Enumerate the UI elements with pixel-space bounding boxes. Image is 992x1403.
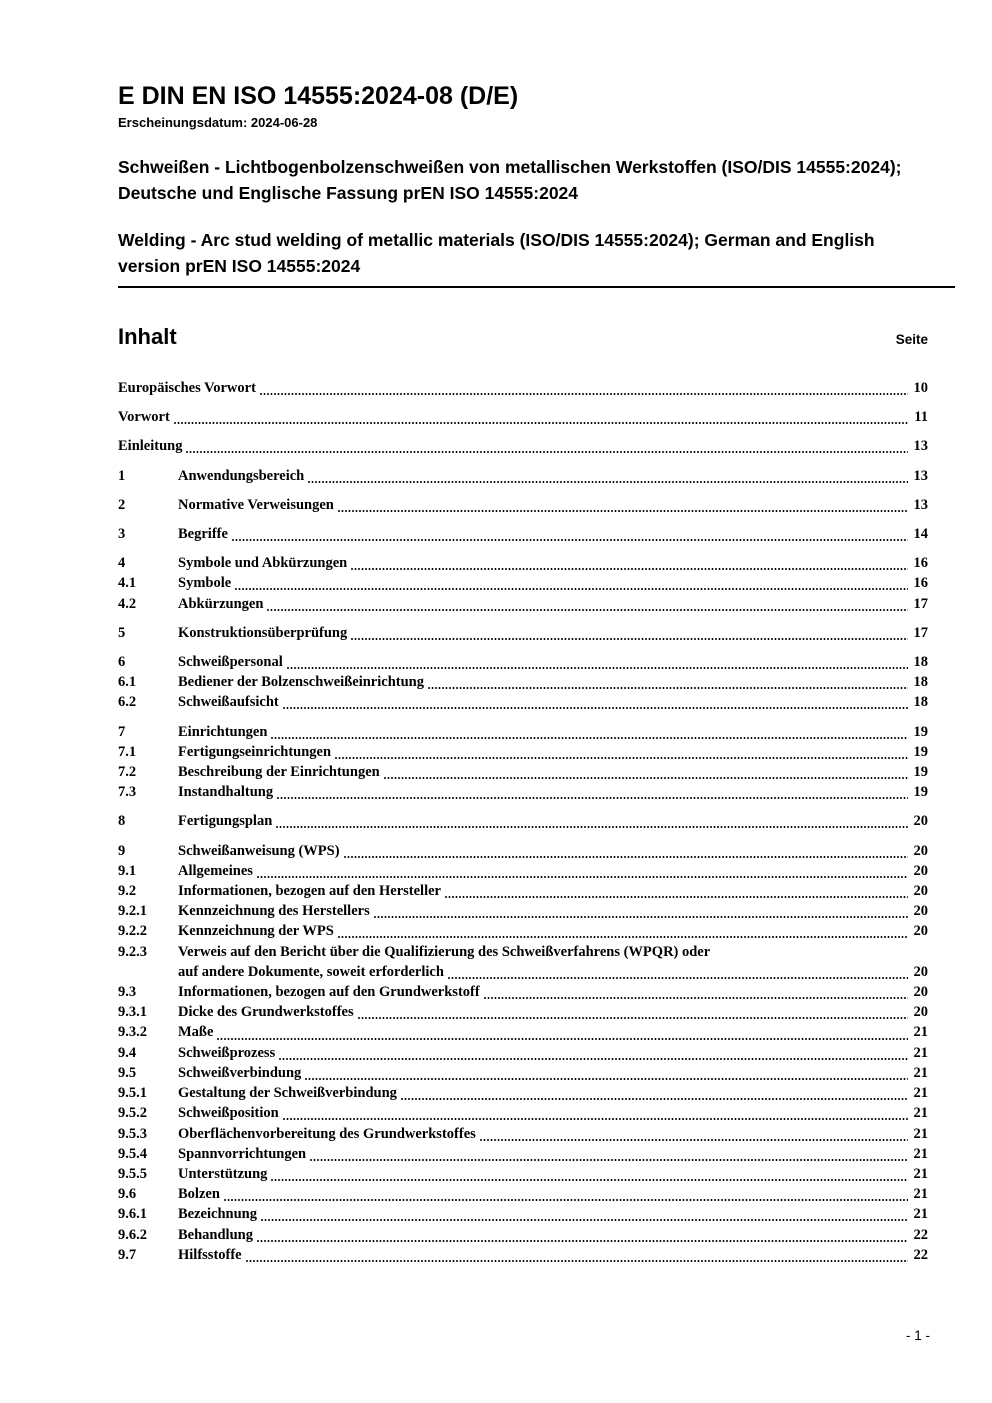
toc-entry-page: 22 [913, 1226, 928, 1243]
toc-entry-label: Einrichtungen [178, 723, 268, 740]
toc-entry-page: 20 [913, 984, 928, 1001]
toc-entry-number: 9.2.1 [118, 903, 147, 920]
toc-entry-number: 9.5.5 [118, 1165, 147, 1182]
toc-entry-number: 6.2 [118, 694, 137, 711]
toc-entry-indent-spacer [118, 962, 178, 982]
toc-entry-number: 4 [118, 555, 126, 572]
toc-entry-page: 21 [913, 1165, 928, 1182]
toc-entry-label: Oberflächenvorbereitung des Grundwerkstoffes [178, 1125, 476, 1142]
toc-entry [118, 652, 928, 672]
toc-entry [118, 407, 928, 427]
toc-entry-label: Informationen, bezogen auf den Grundwerkstoff [178, 984, 480, 1001]
toc-leader-dots [270, 1164, 910, 1184]
toc-entry [118, 692, 928, 712]
toc-leader-dots [231, 524, 910, 544]
toc-leader-dots [307, 466, 910, 486]
toc-entry-page: 20 [913, 842, 928, 859]
toc-entry-label: Kennzeichnung der WPS [178, 923, 334, 940]
toc-entry-page: 20 [913, 903, 928, 920]
toc-leader-dots [337, 921, 910, 941]
table-of-contents [118, 378, 928, 1265]
toc-entry-page: 11 [914, 409, 928, 426]
toc-leader-dots [350, 623, 910, 643]
toc-entry-number: 9.3.2 [118, 1024, 147, 1041]
toc-entry-number: 9.4 [118, 1044, 137, 1061]
toc-entry-label: Informationen, bezogen auf den Hersteller [178, 883, 441, 900]
toc-entry-number: 9.5.3 [118, 1125, 147, 1142]
toc-leader-dots [234, 573, 910, 593]
toc-entry-number: 7 [118, 723, 126, 740]
toc-entry-label: Schweißposition [178, 1105, 279, 1122]
toc-entry [118, 672, 928, 692]
toc-entry-number: 9.6.2 [118, 1226, 147, 1243]
toc-entry [118, 1103, 928, 1123]
toc-entry-page: 10 [913, 380, 928, 396]
toc-leader-dots [266, 594, 910, 614]
toc-entry [118, 466, 928, 486]
toc-entry-page: 18 [913, 654, 928, 671]
toc-entry-label: Beschreibung der Einrichtungen [178, 764, 380, 781]
toc-entry-number: 9.5 [118, 1064, 137, 1081]
toc-entry-label: Schweißverbindung [178, 1064, 302, 1081]
toc-entry-number: 9 [118, 842, 126, 859]
toc-entry-page: 17 [913, 624, 928, 641]
toc-entry-page: 14 [913, 526, 928, 543]
toc-entry-number: 7.1 [118, 743, 137, 760]
toc-entry [118, 1063, 928, 1083]
toc-entry-label: Fertigungsplan [178, 813, 273, 830]
toc-entry-number: 9.2 [118, 883, 137, 900]
toc-entry-number: 9.5.1 [118, 1085, 147, 1102]
document-title: E DIN EN ISO 14555:2024-08 (D/E) [118, 82, 519, 110]
toc-entry-page: 21 [913, 1044, 928, 1061]
toc-entry-page: 21 [913, 1064, 928, 1081]
toc-entry-continuation [118, 962, 928, 982]
toc-entry-number: 9.6.1 [118, 1206, 147, 1223]
toc-entry [118, 782, 928, 802]
toc-leader-dots [373, 901, 910, 921]
english-title: Welding - Arc stud welding of metallic materials (ISO/DIS 14555:2024); German and English version prEN ISO 14555:2024 [118, 230, 875, 276]
toc-entry-number: 1 [118, 467, 126, 484]
toc-entry-label: Dicke des Grundwerkstoffes [178, 1004, 354, 1021]
toc-leader-dots [343, 841, 910, 861]
toc-entry-label: Anwendungsbereich [178, 467, 305, 484]
toc-leader-dots [260, 1204, 910, 1224]
toc-leader-dots [304, 1063, 910, 1083]
toc-entry-number: 9.2.2 [118, 923, 147, 940]
toc-page-label: Seite [895, 332, 928, 347]
toc-entry-page: 17 [913, 595, 928, 612]
release-date: Erscheinungsdatum: 2024-06-28 [118, 115, 318, 130]
toc-entry [118, 921, 928, 941]
toc-header [118, 324, 928, 350]
toc-entry-number: 9.2.3 [118, 943, 147, 960]
german-title: Schweißen - Lichtbogenbolzenschweißen von metallischen Werkstoffen (ISO/DIS 14555:2024); Deutsche und Englische Fassung prEN ISO 14555:2024 [118, 157, 902, 203]
toc-entry-label: Vorwort [118, 409, 170, 426]
toc-entry [118, 861, 928, 881]
toc-entry-page: 13 [913, 496, 928, 513]
toc-entry-page: 20 [913, 923, 928, 940]
toc-leader-dots [383, 762, 910, 782]
toc-entry [118, 1204, 928, 1224]
toc-entry [118, 553, 928, 573]
toc-entry-label: Behandlung [178, 1226, 253, 1243]
toc-entry-number: 3 [118, 526, 126, 543]
toc-entry [118, 378, 928, 398]
toc-entry-label: Symbole [178, 575, 232, 592]
toc-entry-number: 4.1 [118, 575, 137, 592]
toc-entry-label: Bediener der Bolzenschweißeinrichtung [178, 674, 424, 691]
toc-entry-label: Abkürzungen [178, 595, 264, 612]
toc-entry-number: 7.2 [118, 764, 137, 781]
toc-leader-dots [479, 1124, 910, 1144]
toc-entry [118, 722, 928, 742]
toc-entry-label: Allgemeines [178, 862, 253, 879]
toc-entry-page: 21 [913, 1105, 928, 1122]
toc-entry [118, 1184, 928, 1204]
toc-entry-page: 21 [913, 1125, 928, 1142]
toc-leader-dots [309, 1144, 910, 1164]
toc-entry-number: 9.3 [118, 984, 137, 1001]
toc-entry-page: 18 [913, 694, 928, 711]
toc-entry-page: 20 [913, 963, 928, 980]
toc-entry [118, 1245, 928, 1265]
toc-entry [118, 1022, 928, 1042]
toc-leader-dots [278, 1043, 910, 1063]
toc-entry-label: Bolzen [178, 1186, 220, 1203]
toc-entry [118, 982, 928, 1002]
toc-entry-label: Normative Verweisungen [178, 496, 334, 513]
toc-entry-page: 20 [913, 862, 928, 879]
toc-entry-number: 6.1 [118, 674, 137, 691]
toc-entry-label: Unterstützung [178, 1165, 268, 1182]
toc-heading: Inhalt [118, 324, 177, 349]
toc-entry-page: 16 [913, 575, 928, 592]
toc-entry [118, 811, 928, 831]
toc-entry-label: Gestaltung der Schweißverbindung [178, 1085, 397, 1102]
toc-entry-page: 20 [913, 1004, 928, 1021]
toc-leader-dots [282, 1103, 910, 1123]
toc-entry-label: Europäisches Vorwort [118, 380, 256, 396]
toc-entry-label: Konstruktionsüberprüfung [178, 624, 348, 641]
toc-entry-number: 9.5.4 [118, 1145, 147, 1162]
toc-entry-number: 5 [118, 624, 126, 641]
toc-leader-dots [223, 1184, 910, 1204]
toc-entry-number: 9.7 [118, 1246, 137, 1263]
toc-leader-dots [173, 407, 910, 427]
toc-entry [118, 594, 928, 614]
toc-leader-dots [276, 782, 910, 802]
toc-leader-dots [245, 1245, 910, 1265]
toc-entry-number: 9.3.1 [118, 1004, 147, 1021]
toc-entry [118, 524, 928, 544]
toc-entry-number: 7.3 [118, 784, 137, 801]
toc-entry-page: 21 [913, 1145, 928, 1162]
toc-entry-number: 9.6 [118, 1186, 137, 1203]
toc-entry [118, 1002, 928, 1022]
toc-leader-dots [185, 436, 910, 456]
toc-entry-number: 8 [118, 813, 126, 830]
page-number: - 1 - [905, 1328, 930, 1343]
toc-entry [118, 1164, 928, 1184]
toc-entry-page: 13 [913, 467, 928, 484]
toc-entry-label: Maße [178, 1024, 214, 1041]
toc-entry-page: 19 [913, 764, 928, 781]
toc-leader-dots [282, 692, 910, 712]
toc-leader-dots [444, 881, 910, 901]
toc-leader-dots [256, 861, 910, 881]
toc-leader-dots [275, 811, 910, 831]
toc-entry [118, 762, 928, 782]
toc-entry-label: Instandhaltung [178, 784, 274, 801]
toc-entry-page: 19 [913, 723, 928, 740]
toc-leader-dots [270, 722, 910, 742]
toc-entry-label: auf andere Dokumente, soweit erforderlich [178, 963, 444, 980]
toc-leader-dots [259, 378, 910, 398]
toc-leader-dots [334, 742, 910, 762]
toc-entry [118, 742, 928, 762]
toc-entry-page: 20 [913, 813, 928, 830]
toc-entry [118, 942, 928, 962]
toc-entry [118, 1144, 928, 1164]
toc-entry-number: 9.1 [118, 862, 137, 879]
toc-leader-dots [286, 652, 910, 672]
toc-entry-page: 21 [913, 1085, 928, 1102]
toc-entry-page: 13 [913, 438, 928, 455]
toc-entry [118, 841, 928, 861]
toc-entry [118, 573, 928, 593]
toc-entry-number: 4.2 [118, 595, 137, 612]
toc-leader-dots [216, 1022, 910, 1042]
toc-entry-page: 16 [913, 555, 928, 572]
toc-entry-label: Schweißpersonal [178, 654, 283, 671]
toc-entry [118, 901, 928, 921]
toc-leader-dots [357, 1002, 910, 1022]
toc-entry-label: Kennzeichnung des Herstellers [178, 903, 370, 920]
toc-leader-dots [447, 962, 910, 982]
toc-entry-page: 18 [913, 674, 928, 691]
toc-entry-label: Verweis auf den Bericht über die Qualifizierung des Schweißverfahrens (WPQR) oder [178, 943, 711, 960]
toc-entry-label: Fertigungseinrichtungen [178, 743, 332, 760]
toc-leader-dots [350, 553, 910, 573]
toc-entry-label: Begriffe [178, 526, 228, 543]
toc-entry-number: 6 [118, 654, 126, 671]
toc-entry [118, 1043, 928, 1063]
toc-entry [118, 436, 928, 456]
toc-entry-label: Einleitung [118, 438, 183, 455]
toc-leader-dots [427, 672, 910, 692]
toc-entry-number: 9.5.2 [118, 1105, 147, 1122]
toc-entry-label: Spannvorrichtungen [178, 1145, 307, 1162]
toc-entry-number: 2 [118, 496, 126, 513]
toc-entry [118, 495, 928, 515]
toc-leader-dots [256, 1225, 910, 1245]
toc-entry [118, 1083, 928, 1103]
toc-entry-label: Schweißanweisung (WPS) [178, 842, 340, 859]
toc-leader-dots [337, 495, 910, 515]
toc-entry-label: Hilfsstoffe [178, 1246, 242, 1263]
title-divider [118, 286, 955, 288]
toc-entry-page: 19 [913, 784, 928, 801]
toc-entry-label: Symbole und Abkürzungen [178, 555, 348, 572]
toc-entry-label: Schweißaufsicht [178, 694, 279, 711]
toc-entry-page: 21 [913, 1186, 928, 1203]
toc-entry [118, 1225, 928, 1245]
toc-entry-page: 19 [913, 743, 928, 760]
toc-entry [118, 1124, 928, 1144]
toc-entry [118, 623, 928, 643]
toc-entry [118, 881, 928, 901]
toc-entry-label: Schweißprozess [178, 1044, 276, 1061]
toc-entry-page: 22 [913, 1246, 928, 1263]
toc-leader-dots [483, 982, 910, 1002]
toc-entry-page: 20 [913, 883, 928, 900]
toc-entry-label: Bezeichnung [178, 1206, 257, 1223]
toc-leader-dots [400, 1083, 910, 1103]
toc-entry-page: 21 [913, 1024, 928, 1041]
toc-entry-page: 21 [913, 1206, 928, 1223]
